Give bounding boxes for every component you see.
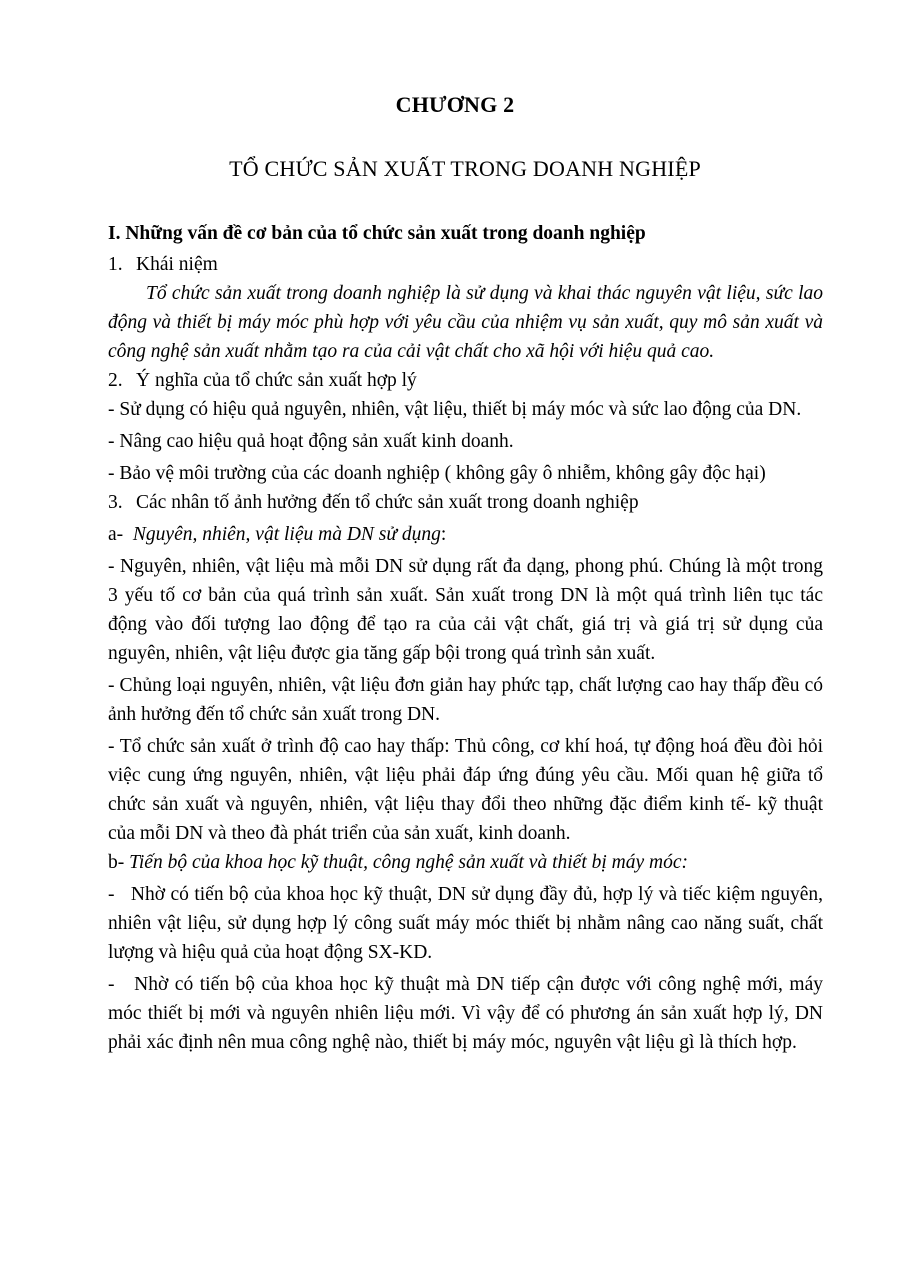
factor-a-heading <box>108 520 823 549</box>
subheading-number: 2. <box>108 370 123 391</box>
subheading-label: Các nhân tố ảnh hưởng đến tổ chức sản xuất trong doanh nghiệp <box>136 492 639 513</box>
subheading-label: Khái niệm <box>136 254 218 275</box>
factor-suffix: : <box>440 524 447 545</box>
section-heading: I. Những vấn đề cơ bản của tổ chức sản xuất trong doanh nghiệp <box>108 223 646 244</box>
meaning-item: - Sử dụng có hiệu quả nguyên, nhiên, vật liệu, thiết bị máy móc và sức lao động của DN. <box>108 399 802 420</box>
definition-paragraph: Tổ chức sản xuất trong doanh nghiệp là sử dụng và khai thác nguyên vật liệu, sức lao động và thiết bị máy móc phù hợp với yêu cầu của nhiệm vụ sản xuất, quy mô sản xuất và công nghệ sản xuất nhằm tạo ra của cải vật chất cho xã hội với hiệu quả cao. <box>108 283 823 362</box>
meaning-item: - Nâng cao hiệu quả hoạt động sản xuất kinh doanh. <box>108 431 514 452</box>
subheading-factors <box>108 488 823 517</box>
subheading-label: Ý nghĩa của tổ chức sản xuất hợp lý <box>136 370 417 391</box>
factor-a-item: - Tổ chức sản xuất ở trình độ cao hay thấp: Thủ công, cơ khí hoá, tự động hoá đều đòi hỏi việc cung ứng nguyên, nhiên, vật liệu phải đáp ứng đúng yêu cầu. Mối quan hệ giữa tổ chức sản xuất và nguyên, nhiên, vật liệu thay đổi theo những đặc điểm kinh tế- kỹ thuật của mỗi DN và theo đà phát triển của sản xuất, kinh doanh. <box>108 736 823 844</box>
factor-b-item: - Nhờ có tiến bộ của khoa học kỹ thuật, DN sử dụng đầy đủ, hợp lý và tiếc kiệm nguyên, nhiên vật liệu, sử dụng hợp lý công suất máy móc thiết bị nhằm nâng cao năng suất, chất lượng và hiệu quả của hoạt động SX-KD. <box>108 884 828 963</box>
factor-b-heading <box>108 848 823 877</box>
factor-prefix: a- <box>108 524 133 545</box>
subheading-number: 3. <box>108 492 123 513</box>
chapter-title: TỔ CHỨC SẢN XUẤT TRONG DOANH NGHIỆP <box>229 156 701 181</box>
factor-label: Tiến bộ của khoa học kỹ thuật, công nghệ sản xuất và thiết bị máy móc: <box>129 852 688 873</box>
factor-b-item: - Nhờ có tiến bộ của khoa học kỹ thuật mà DN tiếp cận được với công nghệ mới, máy móc thiết bị mới và nguyên nhiên liệu mới. Vì vậy để có phương án sản xuất hợp lý, DN phải xác định nên mua công nghệ nào, thiết bị máy móc, nguyên vật liệu gì là thích hợp. <box>108 974 828 1053</box>
meaning-item: - Bảo vệ môi trường của các doanh nghiệp ( không gây ô nhiễm, không gây độc hại) <box>108 463 766 484</box>
factor-prefix: b- <box>108 852 130 873</box>
factor-label: Nguyên, nhiên, vật liệu mà DN sử dụng <box>132 524 441 545</box>
chapter-heading: CHƯƠNG 2 <box>395 92 515 117</box>
subheading-meaning <box>108 366 823 395</box>
subheading-concept <box>108 250 823 279</box>
document-body <box>108 219 828 1057</box>
subheading-number: 1. <box>108 254 123 275</box>
factor-a-item: - Chủng loại nguyên, nhiên, vật liệu đơn giản hay phức tạp, chất lượng cao hay thấp đều có ảnh hưởng đến tổ chức sản xuất trong DN. <box>108 675 823 725</box>
factor-a-item: - Nguyên, nhiên, vật liệu mà mỗi DN sử dụng rất đa dạng, phong phú. Chúng là một trong 3 yếu tố cơ bản của quá trình sản xuất. Sản xuất trong DN là một quá trình liên tục tác động vào đối tượng lao động để tạo ra của cải vật chất, giá trị và giá trị sử dụng của nguyên, nhiên, vật liệu được gia tăng gấp bội trong quá trình sản xuất. <box>108 556 823 664</box>
